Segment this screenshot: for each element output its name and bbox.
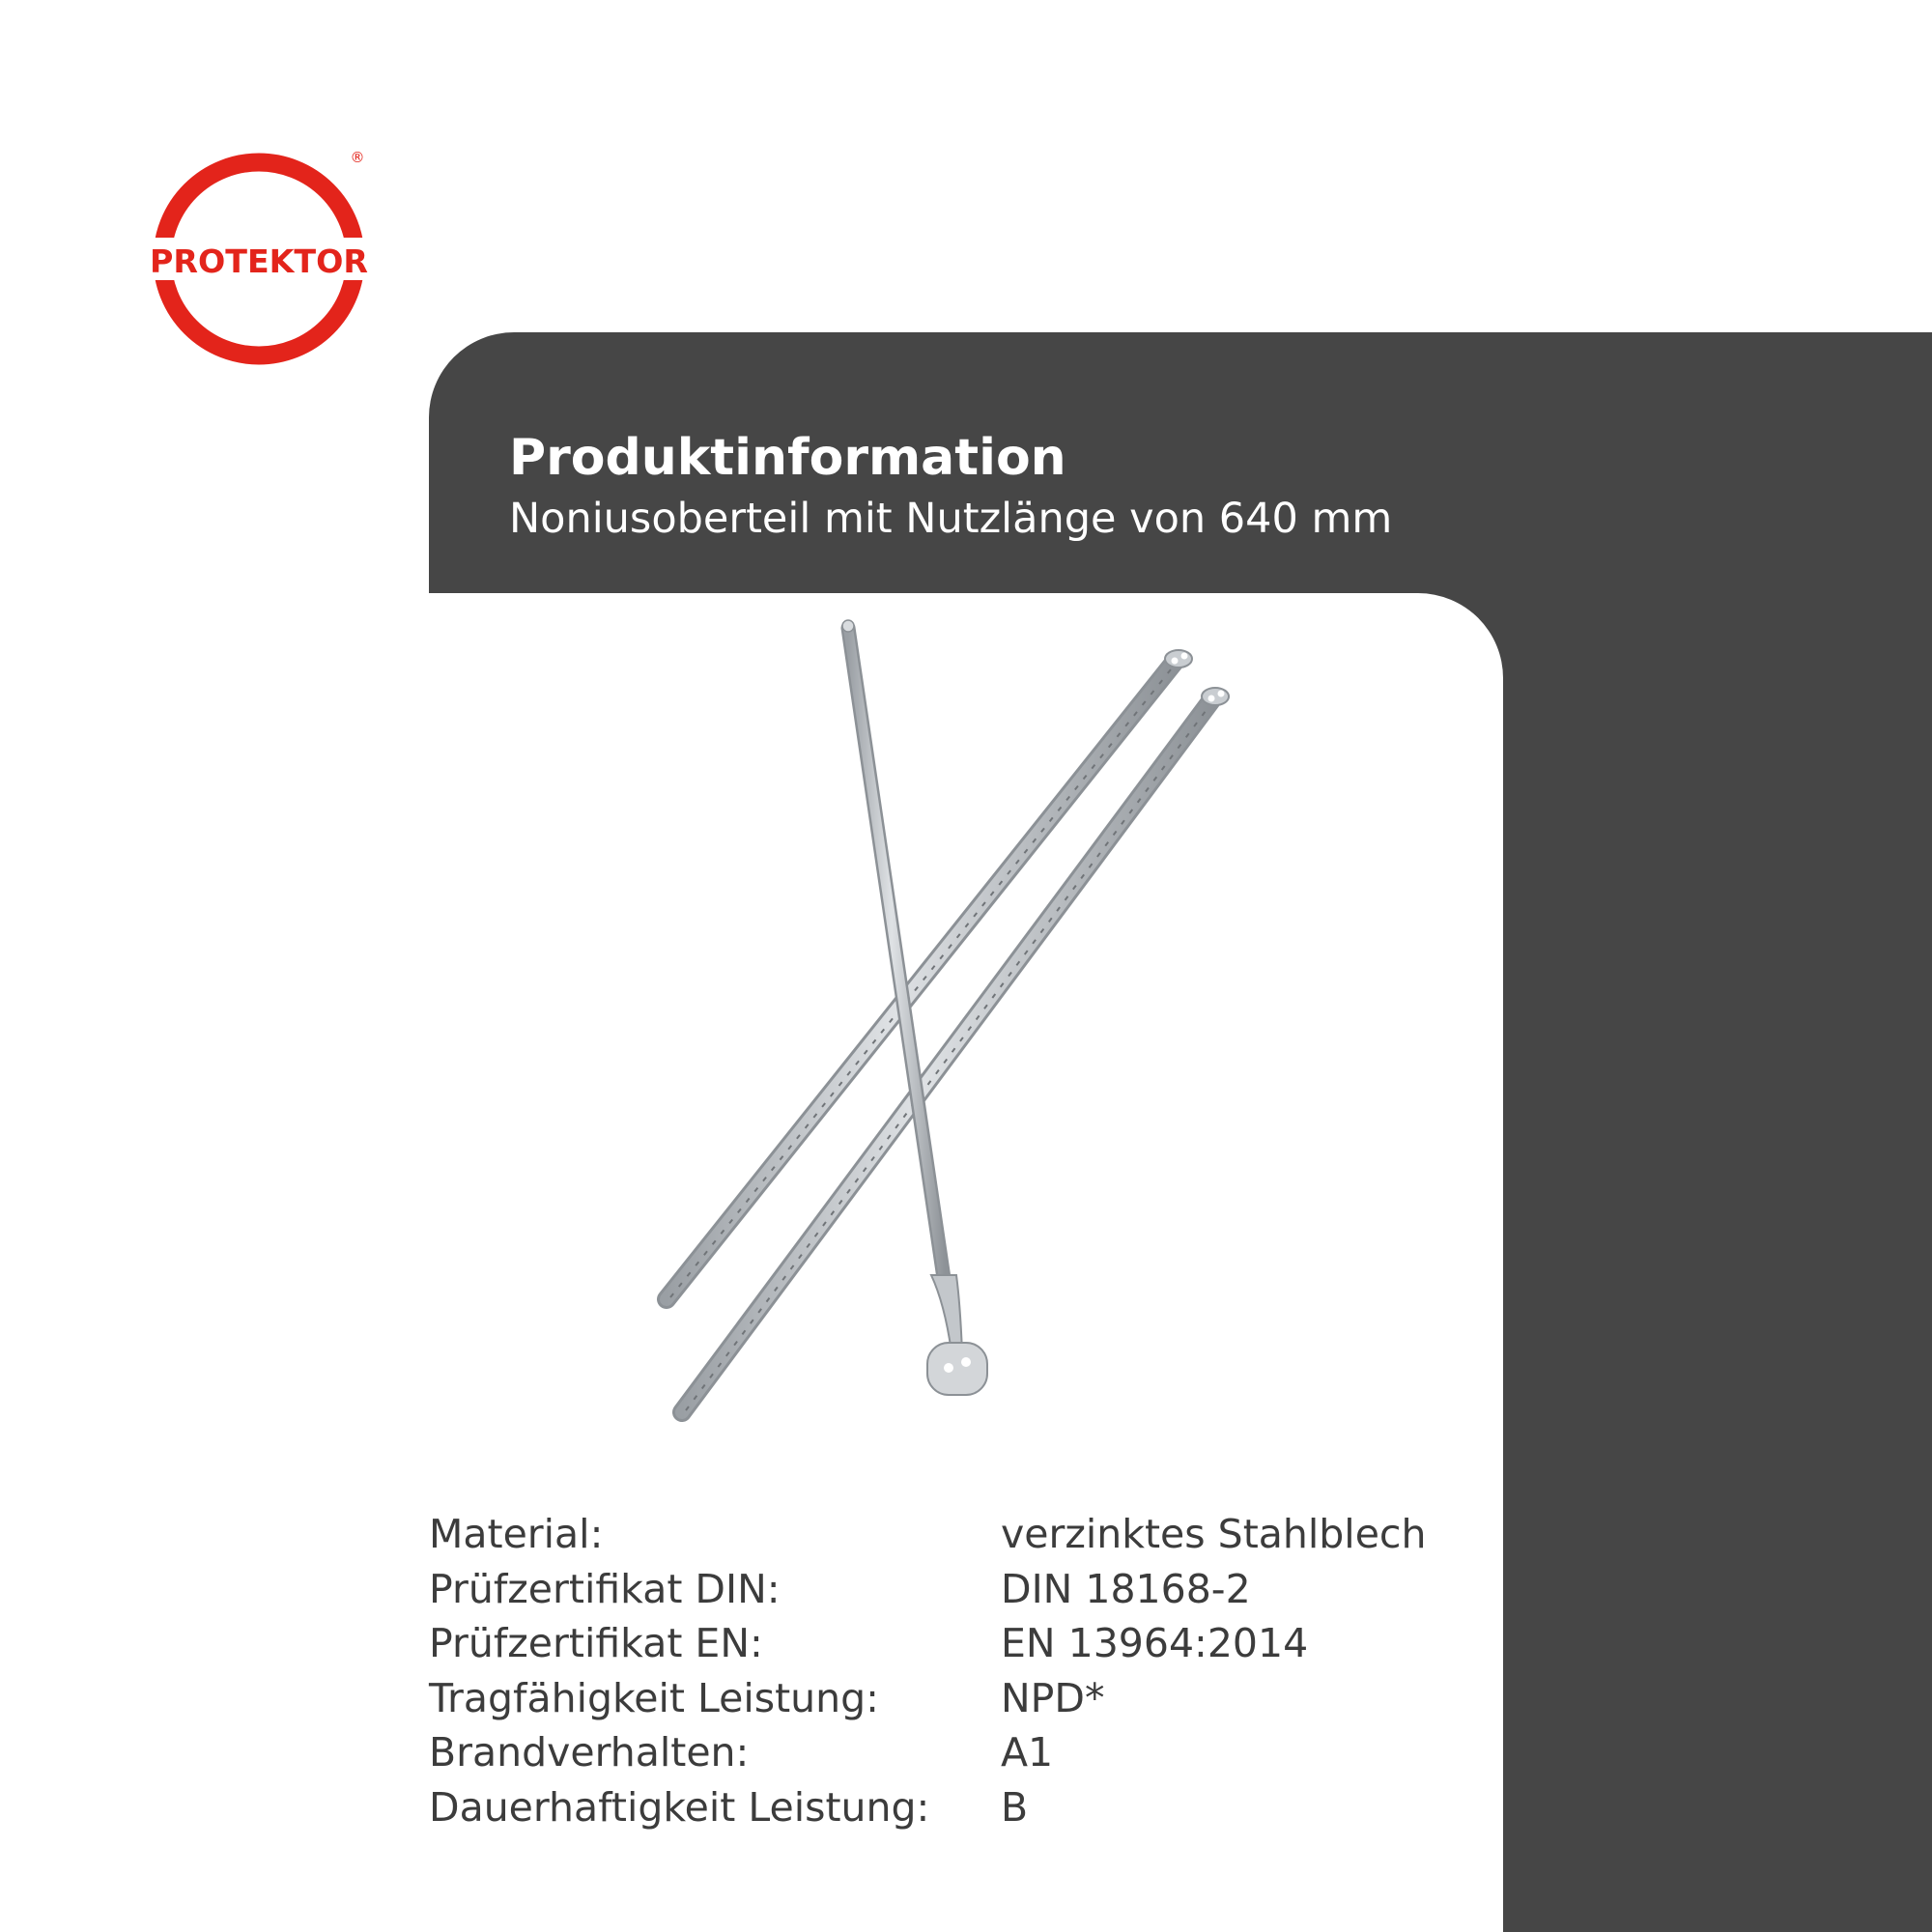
spec-row-material — [429, 1507, 1501, 1562]
header — [509, 425, 1475, 547]
spec-label: Tragfähigkeit Leistung: — [429, 1674, 879, 1721]
rail-vertical — [842, 620, 987, 1395]
spec-value: A1 — [1001, 1729, 1054, 1776]
spec-value: B — [1001, 1783, 1029, 1831]
spec-label: Prüfzertifikat DIN: — [429, 1565, 781, 1612]
spec-value: verzinktes Stahlblech — [1001, 1511, 1427, 1557]
spec-label: Dauerhaftigkeit Leistung: — [429, 1783, 930, 1831]
spec-row-en — [429, 1616, 1501, 1671]
page-subtitle: Noniusoberteil mit Nutzlänge von 640 mm — [509, 495, 1393, 543]
spec-label: Brandverhalten: — [429, 1729, 750, 1776]
spec-row-load-capacity — [429, 1671, 1501, 1726]
spec-value: NPD* — [1001, 1674, 1105, 1721]
spec-label: Prüfzertifikat EN: — [429, 1620, 763, 1666]
spec-row-fire-behavior — [429, 1725, 1501, 1780]
spec-value: EN 13964:2014 — [1001, 1620, 1309, 1666]
protektor-logo — [143, 145, 375, 377]
spec-list — [429, 1507, 1501, 1834]
spec-row-din — [429, 1562, 1501, 1617]
steel-rails-image — [638, 609, 1256, 1430]
spec-row-durability — [429, 1780, 1501, 1835]
spec-label: Material: — [429, 1511, 604, 1557]
page-title: Produktinformation — [509, 429, 1066, 487]
spec-value: DIN 18168-2 — [1001, 1565, 1251, 1612]
logo-wordmark: PROTEKTOR — [150, 242, 368, 280]
registered-mark: ® — [350, 149, 365, 166]
